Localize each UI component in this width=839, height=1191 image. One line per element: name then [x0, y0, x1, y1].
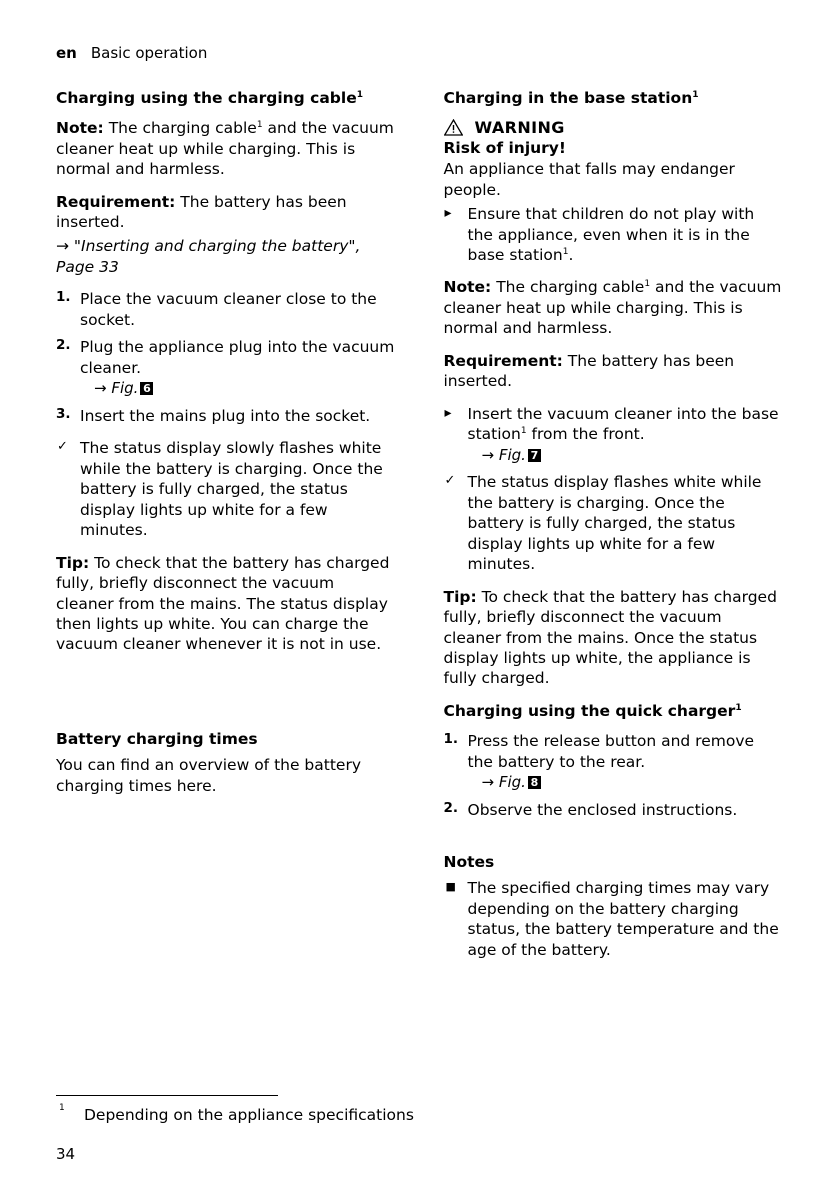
figure-reference[interactable]: [80, 379, 396, 399]
heading-battery-charging-times: Battery charging times: [56, 729, 258, 748]
tip-label: Tip:: [56, 553, 90, 572]
heading-notes: Notes: [443, 853, 495, 872]
base-station-instruction-list: [444, 404, 784, 575]
footnote-ref: 1: [644, 279, 651, 290]
footnote-ref: 1: [735, 702, 742, 713]
step-number: 2.: [443, 799, 459, 816]
figure-reference-text: → Fig.: [481, 445, 526, 464]
requirement-text: The battery has been inserted.: [443, 351, 735, 391]
instruction-item: [444, 404, 784, 466]
requirement-label: Requirement:: [443, 351, 563, 370]
note-item: [444, 878, 784, 960]
heading-charging-cable: [56, 88, 396, 108]
result-item: [444, 472, 784, 574]
figure-reference-text: → Fig.: [94, 379, 139, 398]
page-number: 34: [56, 1145, 76, 1163]
step-text: Insert the mains plug into the socket.: [80, 406, 371, 425]
language-code: en: [56, 44, 77, 62]
step-item: [56, 406, 396, 426]
footnote-ref: 1: [520, 425, 527, 436]
note-item-text: The specified charging times may vary depending on the battery charging status, the battery temperature and the age of the battery.: [467, 879, 779, 959]
footnote-number: 1: [59, 1102, 65, 1113]
heading-base-station: [444, 88, 784, 108]
checkmark-icon: ✓: [444, 473, 456, 489]
notes-list: [444, 878, 784, 960]
instruction-text-b: from the front.: [531, 425, 645, 444]
warning-instruction-text-a: Ensure that children do not play with the appliance, even when it is in the base station: [467, 205, 755, 264]
result-text: The status display slowly flashes white while the battery is charging. Once the battery is fully charged, the status display lights up white for a few minutes.: [80, 439, 383, 540]
note-label: Note:: [443, 278, 492, 297]
note-label: Note:: [56, 119, 104, 138]
tip-charging-cable: [56, 553, 396, 655]
tip-text: To check that the battery has charged fully, briefly disconnect the vacuum cleaner from the mains. The status display then lights up white. You can charge the vacuum cleaner whenever it is not in use.: [56, 553, 390, 654]
warning-word: WARNING: [474, 118, 565, 138]
step-number: 1.: [443, 731, 459, 748]
tip-base-station: [444, 587, 784, 689]
figure-tag: 6: [140, 382, 153, 395]
footnote-block: [56, 1095, 796, 1125]
section-title: Basic operation: [90, 44, 208, 62]
heading-quick-charger-text: Charging using the quick charger: [443, 701, 736, 720]
triangle-bullet-icon: ▸: [444, 404, 452, 421]
note-base-station: [444, 277, 784, 338]
step-text: Place the vacuum cleaner close to the socket.: [80, 290, 377, 329]
warning-instruction-item: [444, 204, 784, 265]
requirement-label: Requirement:: [56, 192, 176, 211]
step-item: [444, 800, 784, 820]
square-bullet-icon: ■: [445, 880, 456, 894]
two-column-layout: [56, 88, 783, 972]
step-text: Press the release button and remove the battery to the rear.: [467, 732, 755, 771]
warning-triangle-icon: [444, 119, 463, 136]
step-item: [56, 289, 396, 330]
note-text-a: The charging cable: [496, 278, 645, 297]
figure-tag: 8: [528, 776, 541, 789]
requirement-block: [56, 192, 396, 233]
step-text: Plug the appliance plug into the vacuum cleaner.: [80, 338, 395, 377]
step-number: 1.: [56, 289, 71, 306]
page-header: [56, 44, 783, 62]
warning-instruction-text-b: .: [568, 245, 574, 264]
step-text: Observe the enclosed instructions.: [467, 800, 738, 819]
checkmark-icon: ✓: [57, 439, 68, 455]
warning-instruction-list: [444, 204, 784, 265]
battery-charging-times-text: You can find an overview of the battery charging times here.: [56, 756, 362, 795]
right-column: [444, 88, 784, 972]
note-text-b: and the vacuum cleaner heat up while charging. This is normal and harmless.: [56, 119, 394, 179]
requirement-block: [444, 351, 784, 392]
warning-description: An appliance that falls may endanger people.: [443, 160, 735, 199]
warning-header: [444, 118, 784, 137]
steps-list-charging-cable: [56, 289, 396, 426]
tip-text: To check that the battery has charged fully, briefly disconnect the vacuum cleaner from the mains. Once the status display lights up white, the appliance is fully charged.: [443, 587, 777, 688]
steps-list-quick-charger: [444, 731, 784, 820]
left-column: [56, 88, 396, 808]
figure-reference[interactable]: [468, 773, 784, 793]
figure-reference-text: → Fig.: [481, 772, 526, 791]
cross-reference-link[interactable]: → "Inserting and charging the battery", Page 33: [56, 237, 361, 276]
note-charging-cable: [56, 118, 396, 179]
triangle-bullet-icon: ▸: [444, 205, 452, 222]
footnote-ref: 1: [356, 89, 363, 100]
tip-label: Tip:: [443, 587, 477, 606]
requirement-text: The battery has been inserted.: [56, 192, 347, 231]
instruction-text-a: Insert the vacuum cleaner into the base station: [467, 404, 779, 444]
result-item: [56, 438, 396, 540]
step-number: 2.: [56, 337, 71, 354]
heading-charging-cable-text: Charging using the charging cable: [56, 89, 357, 107]
note-text-a: The charging cable: [108, 119, 257, 138]
figure-reference[interactable]: [468, 446, 784, 466]
result-list-charging-cable: [56, 438, 396, 540]
footnote-ref: 1: [256, 119, 263, 130]
footnote-entry: [56, 1102, 796, 1125]
footnote-ref: 1: [692, 89, 699, 100]
step-item: [56, 337, 396, 399]
result-text: The status display flashes white while the battery is charging. Once the battery is fully charged, the status display lights up white for a few minutes.: [467, 473, 762, 574]
step-item: [444, 731, 784, 793]
heading-quick-charger: [444, 701, 784, 721]
footnote-ref: 1: [562, 246, 569, 257]
footnote-divider: [56, 1095, 278, 1096]
note-text-b: and the vacuum cleaner heat up while charging. This is normal and harmless.: [443, 278, 782, 338]
heading-base-station-text: Charging in the base station: [443, 89, 693, 107]
risk-of-injury-label: Risk of injury!: [443, 139, 566, 158]
figure-tag: 7: [528, 449, 541, 462]
step-number: 3.: [56, 405, 71, 422]
footnote-text: Depending on the appliance specifications: [84, 1105, 414, 1124]
